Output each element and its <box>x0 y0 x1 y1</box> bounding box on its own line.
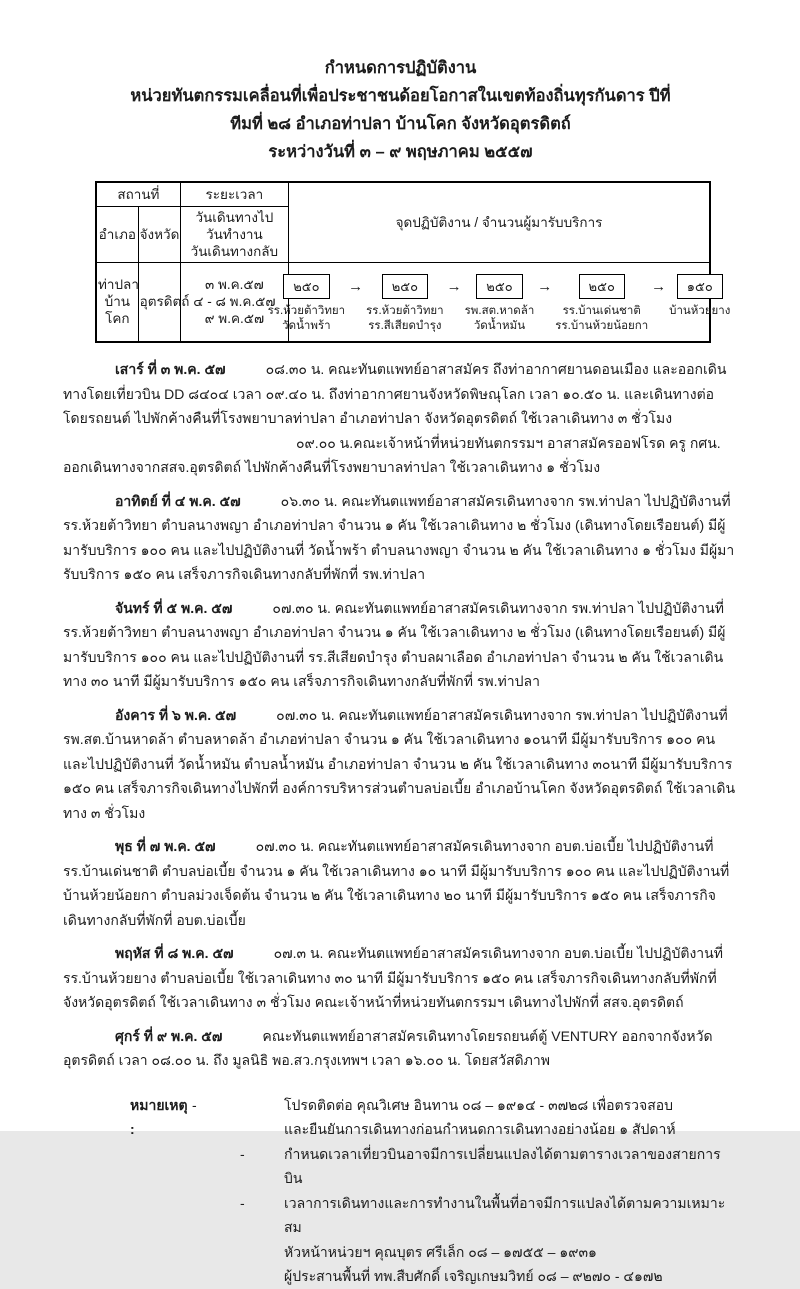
notes-section <box>63 1093 738 1289</box>
note-text <box>284 1191 738 1289</box>
station-label: รร.ห้วยต้าวิทยา <box>366 304 444 317</box>
duration-sub-line: วันเดินทางไป <box>195 209 274 225</box>
duration-sub-line: วันทำงาน <box>206 226 263 242</box>
day-text: ๐๗.๓๐ น. คณะทันตแพทย์อาสาสมัครเดินทางจาก รพ.ท่าปลา ไปปฏิบัติงานที่ รร.ห้วยต้าวิทยา ตำบลนางพญา อำเภอท่าปลา จำนวน ๑ คัน ใช้เวลาเดินทาง ๒ ชั่วโมง (เดินทางโดยเรือยนต์) มีผู้มารับบริการ ๑๐๐ คน และไปปฏิบัติงานที่ รร.สีเสียดบำรุง ตำบลผาเลือด อำเภอท่าปลา จำนวน ๒ คัน ใช้เวลาเดินทาง ๓๐ นาที มีผู้มารับบริการ ๑๕๐ คน เสร็จภารกิจเดินทางกลับที่พักที่ รพ.ท่าปลา <box>63 599 726 689</box>
day-section-wednesday <box>63 834 738 932</box>
document-title <box>63 54 738 166</box>
count-box: ๒๕๐ <box>476 274 522 299</box>
note-item <box>63 1191 738 1289</box>
header-province: จังหวัด <box>138 206 180 262</box>
cell-amphoe <box>96 262 138 342</box>
date-line: ๓ พ.ค.๕๗ <box>205 277 264 293</box>
day-label: อาทิตย์ ที่ ๔ พ.ค. ๕๗ <box>115 492 241 509</box>
day-text-continued: ๐๙.๐๐ น.คณะเจ้าหน้าที่หน่วยทันตกรรมฯ อาสาสมัครออฟโรด ครู กศน. ออกเดินทางจากสสจ.อุตรดิตถ์ ไปพักค้างคืนที่โรงพยาบาลท่าปลา ใช้เวลาเดินทาง ๑ ชั่วโมง <box>63 434 721 475</box>
note-item <box>63 1093 738 1142</box>
station-label: รร.ห้วยต้าวิทยา <box>267 304 346 317</box>
amphoe-line: บ้านโคก <box>104 294 131 327</box>
count-box: ๒๕๐ <box>579 274 625 299</box>
title-line-4: ระหว่างวันที่ ๓ – ๙ พฤษภาคม ๒๕๕๗ <box>268 143 533 161</box>
day-label: พฤหัส ที่ ๘ พ.ค. ๕๗ <box>115 945 234 961</box>
note-line: และยืนยันการเดินทางก่อนกำหนดการเดินทางอย่างน้อย ๑ สัปดาห์ <box>284 1121 676 1137</box>
flow-station <box>669 274 730 319</box>
day-label: พุธ ที่ ๗ พ.ค. ๕๗ <box>115 838 216 854</box>
header-duration-sub <box>180 206 288 262</box>
header-amphoe: อำเภอ <box>96 206 138 262</box>
note-dash: - <box>192 1096 197 1113</box>
title-line-3: ทีมที่ ๒๘ อำเภอท่าปลา บ้านโคก จังหวัดอุตรดิตถ์ <box>230 115 571 133</box>
date-line: ๔ - ๘ พ.ค.๕๗ <box>193 294 276 310</box>
day-label: อังคาร ที่ ๖ พ.ค. ๕๗ <box>115 706 237 723</box>
day-text: ๐๗.๓๐ น. คณะทันตแพทย์อาสาสมัครเดินทางจาก อบต.บ่อเบี้ย ไปปฏิบัติงานที่ รร.บ้านเด่นชาติ ตำบลบ่อเบี้ย จำนวน ๑ คัน ใช้เวลาเดินทาง ๑๐ นาที มีผู้มารับบริการ ๑๐๐ คน และไปปฏิบัติงานที่บ้านห้วยน้อยกา ตำบลม่วงเจ็ดต้น จำนวน ๒ คัน ใช้เวลาเดินทาง ๒๐ นาที มีผู้มารับบริการ ๑๕๐ คน เสร็จภารกิจเดินทางกลับที่พักที่ อบต.บ่อเบี้ย <box>63 838 730 928</box>
note-item <box>63 1142 738 1191</box>
day-section-monday <box>63 596 738 694</box>
header-service-points: จุดปฏิบัติงาน / จำนวนผู้มารับบริการ <box>289 182 711 262</box>
day-text: ๐๖.๓๐ น. คณะทันตแพทย์อาสาสมัครเดินทางจาก รพ.ท่าปลา ไปปฏิบัติงานที่ รร.ห้วยต้าวิทยา ตำบลนางพญา อำเภอท่าปลา จำนวน ๑ คัน ใช้เวลาเดินทาง ๒ ชั่วโมง (เดินทางโดยเรือยนต์) มีผู้มารับบริการ ๑๐๐ คน และไปปฏิบัติงานที่ วัดน้ำพร้า ตำบลนางพญา จำนวน ๒ คัน ใช้เวลาเดินทาง ๑ ชั่วโมง มีผู้มารับบริการ ๑๕๐ คน เสร็จภารกิจเดินทางกลับที่พักที่ รพ.ท่าปลา <box>63 492 735 582</box>
notes-label: หมายเหตุ : <box>130 1096 188 1137</box>
arrow-right-icon: → <box>651 278 667 296</box>
title-line-1: กำหนดการปฏิบัติงาน <box>324 59 477 77</box>
arrow-right-icon: → <box>446 278 462 296</box>
station-label: รพ.สต.หาดล้า <box>464 304 535 317</box>
flow-station <box>465 274 535 334</box>
day-section-friday <box>63 1024 738 1073</box>
schedule-body <box>63 357 738 1289</box>
station-label: รร.สีเสียดบำรุง <box>368 319 442 332</box>
flow-station <box>555 274 648 334</box>
header-duration: ระยะเวลา <box>180 182 288 206</box>
header-location: สถานที่ <box>96 182 180 206</box>
date-line: ๙ พ.ค.๕๗ <box>204 311 265 327</box>
amphoe-line: ท่าปลา <box>98 277 139 293</box>
day-section-sunday <box>63 489 738 587</box>
day-text: ๐๗.๓๐ น. คณะทันตแพทย์อาสาสมัครเดินทางจาก รพ.ท่าปลา ไปปฏิบัติงานที่ รพ.สต.บ้านหาดล้า ตำบลหาดล้า อำเภอท่าปลา จำนวน ๑ คัน ใช้เวลาเดินทาง ๑๐นาที มีผู้มารับบริการ ๑๐๐ คน และไปปฏิบัติงานที่ วัดน้ำหมัน ตำบลน้ำหมัน อำเภอท่าปลา จำนวน ๒ คัน ใช้เวลาเดินทาง ๓๐นาที มีผู้มารับบริการ ๑๕๐ คน เสร็จภารกิจเดินทางไปพักที่ องค์การบริหารส่วนตำบลบ่อเบี้ย อำเภอบ้านโคก จังหวัดอุตรดิตถ์ ใช้เวลาเดินทาง ๓ ชั่วโมง <box>63 706 736 821</box>
arrow-right-icon: → <box>537 278 553 296</box>
note-line: เวลาการเดินทางและการทำงานในพื้นที่อาจมีการแปลงได้ตามความเหมาะสม <box>284 1194 726 1235</box>
cell-province: อุตรดิตถ์ <box>138 262 180 342</box>
flow-station <box>366 274 444 334</box>
title-line-2: หน่วยทันตกรรมเคลื่อนที่เพื่อประชาชนด้อยโอกาสในเขตท้องถิ่นทุรกันดาร ปีที่ <box>130 87 671 105</box>
station-label: รร.บ้านเด่นชาติ <box>562 304 641 317</box>
service-flow <box>267 270 731 334</box>
area-coordinator-contact: ผู้ประสานพื้นที่ ทพ.สืบศักดิ์ เจริญเกษมวิทย์ ๐๘ – ๙๒๗๐ - ๔๑๗๒ <box>284 1268 663 1284</box>
day-section-tuesday <box>63 703 738 826</box>
arrow-right-icon: → <box>348 278 364 296</box>
note-text: กำหนดเวลาเที่ยวบินอาจมีการเปลี่ยนแปลงได้ตามตารางเวลาของสายการบิน <box>284 1145 721 1186</box>
day-text: ๐๘.๓๐ น. คณะทันตแพทย์อาสาสมัคร ถึงท่าอากาศยานดอนเมือง และออกเดินทางโดยเที่ยวบิน DD ๘๔๐๔ เวลา ๐๙.๔๐ น. ถึงท่าอากาศยานจังหวัดพิษณุโลก เวลา ๑๐.๕๐ น. และเดินทางต่อโดยรถยนต์ ไปพักค้างคืนที่โรงพยาบาลท่าปลา อำเภอท่าปลา จังหวัดอุตรดิตถ์ ใช้เวลาเดินทาง ๓ ชั่วโมง <box>63 361 727 426</box>
count-box: ๒๕๐ <box>382 274 428 299</box>
note-text <box>284 1093 738 1142</box>
duration-sub-line: วันเดินทางกลับ <box>190 243 279 259</box>
day-label: จันทร์ ที่ ๕ พ.ค. ๕๗ <box>115 599 233 616</box>
station-label: บ้านห้วยยาง <box>669 304 731 317</box>
day-section-saturday <box>63 357 738 431</box>
note-line: โปรดติดต่อ คุณวิเศษ อินทาน ๐๘ – ๑๙๑๔ - ๓๗๒๘ เพื่อตรวจสอบ <box>284 1096 674 1113</box>
day-text: คณะทันตแพทย์อาสาสมัครเดินทางโดยรถยนต์ตู้ VENTURY ออกจากจังหวัดอุตรดิตถ์ เวลา ๐๘.๐๐ น. ถึง มูลนิธิ พอ.สว.กรุงเทพฯ เวลา ๑๖.๐๐ น. โดยสวัสดิภาพ <box>63 1027 713 1068</box>
unit-head-contact: หัวหน้าหน่วยฯ คุณบุตร ศรีเล็ก ๐๘ – ๑๗๕๕ – ๑๙๓๑ <box>284 1243 597 1260</box>
note-dash: - <box>240 1194 245 1211</box>
note-dash: - <box>240 1145 245 1162</box>
schedule-table <box>95 181 731 343</box>
station-label: วัดน้ำพร้า <box>282 319 331 332</box>
day-label: เสาร์ ที่ ๓ พ.ค. ๕๗ <box>115 361 226 377</box>
station-label: วัดน้ำหมัน <box>473 319 526 332</box>
count-box: ๒๕๐ <box>283 274 329 299</box>
station-label: รร.บ้านห้วยน้อยกา <box>555 319 649 332</box>
flow-station <box>268 274 346 334</box>
cell-flow <box>267 262 731 342</box>
day-text: ๐๗.๓ น. คณะทันตแพทย์อาสาสมัครเดินทางจาก อบต.บ่อเบี้ย ไปปฏิบัติงานที่ รร.บ้านห้วยยาง ตำบลบ่อเบี้ย ใช้เวลาเดินทาง ๓๐ นาที มีผู้มารับบริการ ๑๕๐ คน เสร็จภารกิจเดินทางกลับที่พักที่จังหวัดอุตรดิตถ์ ใช้เวลาเดินทาง ๓ ชั่วโมง คณะเจ้าหน้าที่หน่วยทันตกรรมฯ เดินทางไปพักที่ สสจ.อุตรดิตถ์ <box>63 945 723 1010</box>
day-section-thursday <box>63 941 738 1015</box>
count-box: ๑๕๐ <box>677 274 723 299</box>
day-label: ศุกร์ ที่ ๙ พ.ค. ๕๗ <box>115 1027 223 1044</box>
